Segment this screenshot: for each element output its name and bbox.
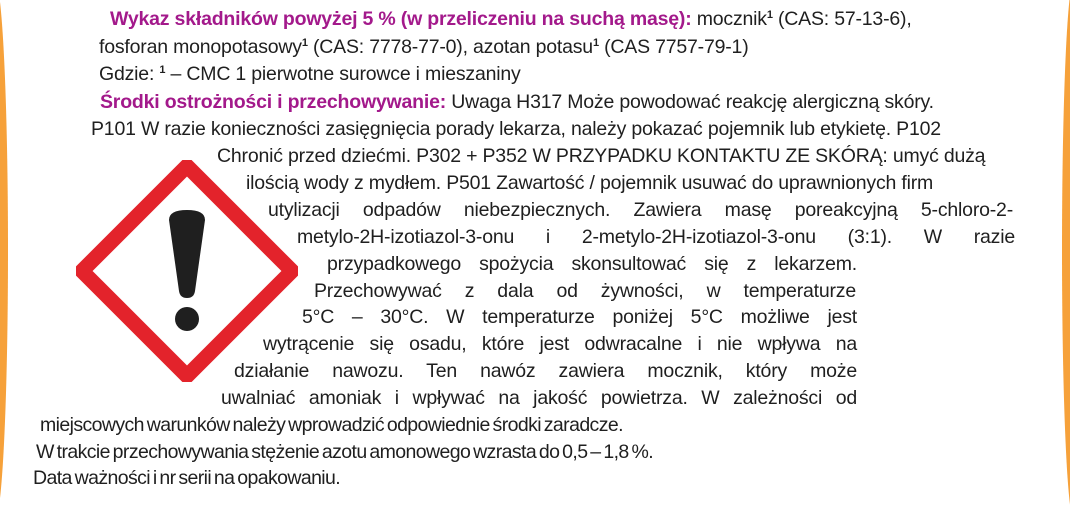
safety-line-3: Chronić przed dziećmi. P302 + P352 W PRZYPADKU KONTAKTU ZE SKÓRĄ: umyć dużą <box>217 145 986 167</box>
legend-text: – CMC 1 pierwotne surowce i mieszaniny <box>170 63 521 85</box>
safety-line-12: uwalniać amoniak i wpływać na jakość powietrza. W zależności od <box>221 387 857 409</box>
safety-line-15: Data ważności i nr serii na opakowaniu. <box>33 467 341 489</box>
label-edge-right <box>1062 0 1070 520</box>
ingredient-potassium-nitrate: (CAS: 7778-77-0), azotan potasu <box>312 36 593 58</box>
safety-line-14: W trakcie przechowywania stężenie azotu amonowego wzrasta do 0,5 – 1,8 %. <box>36 441 654 463</box>
safety-line-4: ilością wody z mydłem. P501 Zawartość / pojemnik usuwać do uprawnionych firm <box>246 172 934 194</box>
safety-line-1 <box>100 90 934 114</box>
footnote-marker: 1 <box>592 37 599 49</box>
ingredient-urea-cas: (CAS: 57-13-6), <box>777 8 912 30</box>
safety-label: Środki ostrożności i przechowywanie: <box>100 91 447 113</box>
safety-line-11: działanie nawozu. Ten nawóz zawiera mocznik, który może <box>234 360 857 382</box>
footnote-marker: 1 <box>766 9 773 21</box>
legend-line <box>99 62 521 86</box>
ingredient-urea: mocznik <box>696 8 767 30</box>
ingredient-potassium-nitrate-cas: (CAS 7757-79-1) <box>604 36 749 58</box>
safety-line-8: Przechowywać z dala od żywności, w temperaturze <box>314 280 856 302</box>
safety-line-2: P101 W razie konieczności zasięgnięcia porady lekarza, należy pokazać pojemnik lub etykietę. P102 <box>91 118 941 140</box>
ingredients-label: Wykaz składników powyżej 5 % (w przeliczeniu na suchą masę): <box>110 8 692 30</box>
footnote-marker: 1 <box>159 64 166 76</box>
footnote-marker: 1 <box>301 37 308 49</box>
ingredient-monopotassium-phosphate: fosforan monopotasowy <box>99 36 302 58</box>
ingredients-line-1 <box>110 7 912 31</box>
safety-line-6: metylo-2H-izotiazol-3-onu i 2-metylo-2H-izotiazol-3-onu (3:1). W razie <box>297 226 1015 248</box>
safety-line-10: wytrącenie się osadu, które jest odwracalne i nie wpływa na <box>263 333 857 355</box>
ingredients-line-2 <box>99 35 749 59</box>
legend-prefix: Gdzie: <box>99 63 155 85</box>
safety-line-5: utylizacji odpadów niebezpiecznych. Zawiera masę poreakcyjną 5-chloro-2- <box>268 199 1013 221</box>
safety-text: Uwaga H317 Może powodować reakcję alergiczną skóry. <box>451 91 934 113</box>
safety-line-9: 5°C – 30°C. W temperaturze poniżej 5°C możliwe jest <box>302 306 857 328</box>
safety-line-7: przypadkowego spożycia skonsultować się z lekarzem. <box>327 253 857 275</box>
ghs-exclamation-mark-icon <box>76 160 298 382</box>
label-edge-left <box>0 0 8 520</box>
safety-line-13: miejscowych warunków należy wprowadzić odpowiednie środki zaradcze. <box>40 414 623 436</box>
